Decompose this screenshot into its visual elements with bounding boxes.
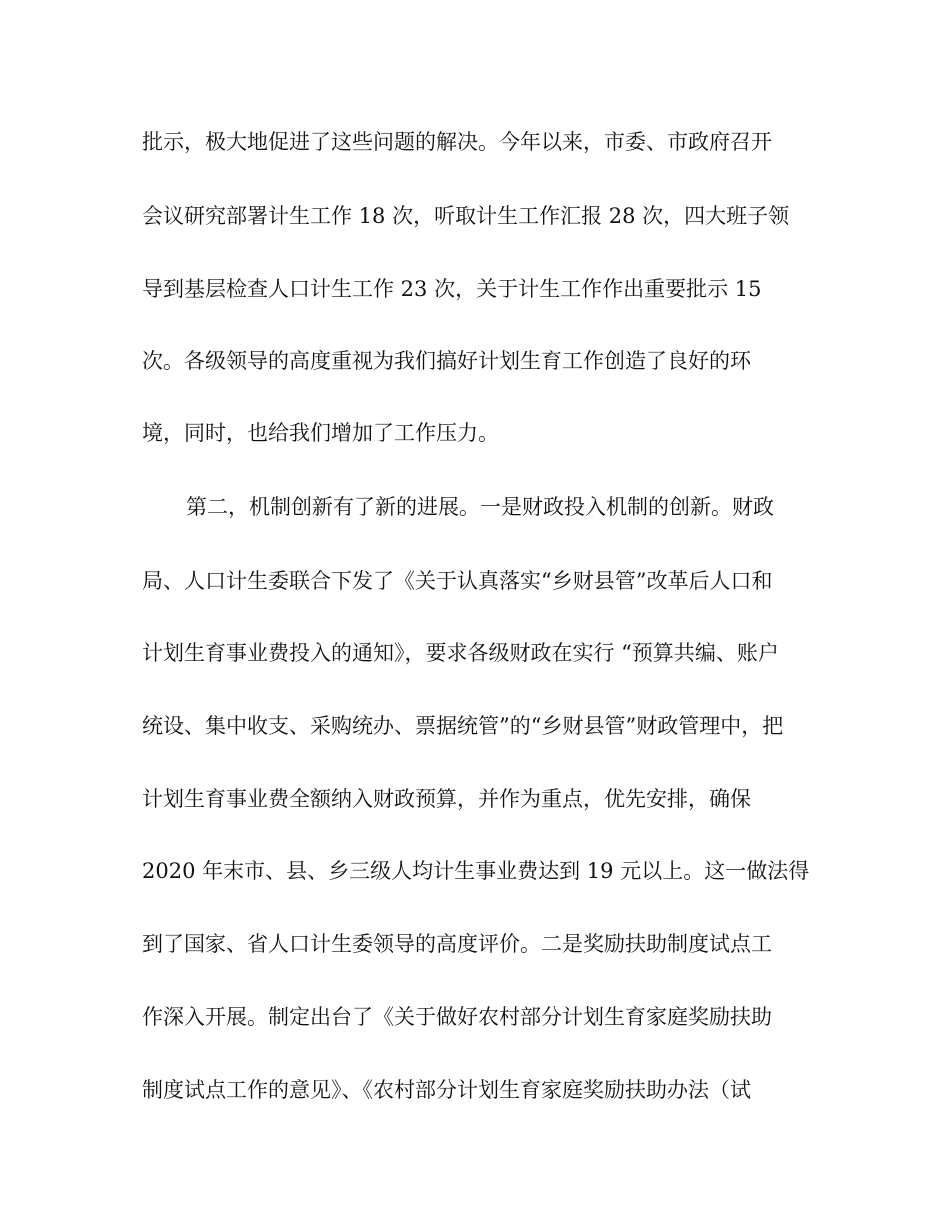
text-line: 次。各级领导的高度重视为我们搞好计划生育工作创造了良好的环	[142, 349, 751, 373]
text-line: 到了国家、省人口计生委领导的高度评价。二是奖励扶助制度试点工	[142, 932, 772, 956]
paragraph-start-line: 第二，机制创新有了新的进展。一是财政投入机制的创新。财政	[186, 495, 774, 519]
text-line: 会议研究部署计生工作 18 次，听取计生工作汇报 28 次，四大班子领	[142, 204, 790, 228]
text-line: 局、人口计生委联合下发了《关于认真落实“乡财县管”改革后人口和	[142, 569, 773, 593]
text-line: 导到基层检查人口计生工作 23 次，关于计生工作作出重要批示 15	[142, 277, 762, 301]
text-line: 统设、集中收支、采购统办、票据统管”的“乡财县管”财政管理中，把	[142, 714, 784, 738]
text-line: 批示，极大地促进了这些问题的解决。今年以来，市委、市政府召开	[142, 130, 772, 154]
text-line: 境，同时，也给我们增加了工作压力。	[142, 421, 499, 445]
text-line: 2020 年末市、县、乡三级人均计生事业费达到 19 元以上。这一做法得	[142, 859, 810, 883]
text-line: 计划生育事业费全额纳入财政预算，并作为重点，优先安排，确保	[142, 787, 751, 811]
text-line: 计划生育事业费投入的通知》，要求各级财政在实行 “预算共编、账户	[142, 641, 779, 665]
text-line: 作深入开展。制定出台了《关于做好农村部分计划生育家庭奖励扶助	[142, 1005, 772, 1029]
text-line: 制度试点工作的意见》、《农村部分计划生育家庭奖励扶助办法（试	[142, 1078, 751, 1102]
